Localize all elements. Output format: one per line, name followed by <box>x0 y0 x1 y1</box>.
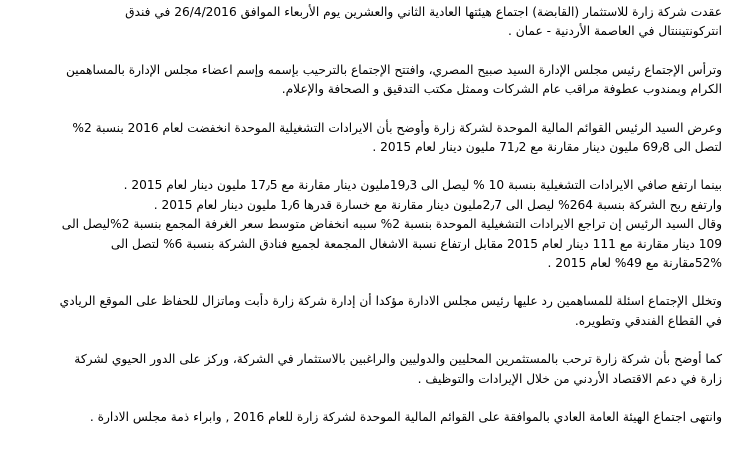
text-line: وانتهى اجتماع الهيئة العامة العادي بالموافقة على القوائم المالية الموحدة لشركة زارة للعام 2016 , وابراء ذمة مجلس الادارة . <box>89 410 722 425</box>
text-line: وقال السيد الرئيس إن تراجع الايرادات التشغيلية الموحدة بنسبة 2% سببه انخفاض متوسط سعر الغرفة المجمع بنسبة 2%ليصل الى <box>61 217 722 232</box>
paragraph-investors-welcome <box>7 350 722 389</box>
text-line: وترأس الإجتماع رئيس مجلس الإدارة السيد صبيح المصري، وافتتح الإجتماع بالترحيب بإسمه وإسم اعضاء مجلس الإدارة بالمساهمين <box>66 62 722 77</box>
paragraph-operating-revenue <box>7 119 722 158</box>
text-line: 52%مقارنة مع 49% لعام 2015 . <box>547 256 722 271</box>
paragraph-meeting-conclusion <box>7 408 722 427</box>
paragraph-meeting-announcement <box>7 3 722 42</box>
text-line: عقدت شركة زارة للاستثمار (القابضة) اجتماع هيئتها العادية الثاني والعشرين يوم الأربعاء الموافق 26/4/2016 في فندق <box>125 5 722 19</box>
paragraph-chairman-opening <box>7 61 722 100</box>
text-line: بينما ارتفع صافي الايرادات التشغيلية بنسبة 10 % ليصل الى 19٫3مليون دينار مقارنة مع 17٫5 مليون دينار لعام 2015 . <box>123 178 722 193</box>
text-line: الكرام وبمندوب عطوفة مراقب عام الشركات وممثل مكتب التدقيق و الصحافة والإعلام. <box>281 82 722 97</box>
text-line: لتصل الى 69٫8 مليون دينار مقارنة مع 71٫2 مليون دينار لعام 2015 . <box>372 140 722 155</box>
press-release-body <box>7 3 722 428</box>
text-line: وعرض السيد الرئيس القوائم المالية الموحدة لشركة زارة وأوضح بأن الايرادات التشغيلية الموحدة انخفضت لعام 2016 بنسبة 2% <box>72 120 722 135</box>
text-line: زارة في دعم الاقتصاد الأردني من خلال الإيرادات والتوظيف . <box>417 371 722 386</box>
text-line: كما أوضح بأن شركة زارة ترحب بالمستثمرين المحليين والدوليين والراغبين بالاستثمار في الشركة، وركز على الدور الحيوي لشركة <box>74 352 722 367</box>
text-line: 109 دينار مقارنة مع 111 دينار لعام 2015 مقابل ارتفاع نسبة الاشغال المجمعة لجميع فنادق الشركة بنسبة 6% لتصل الى <box>110 236 722 251</box>
text-line: في القطاع الفندقي وتطويره. <box>574 313 722 328</box>
paragraph-financial-results <box>7 176 722 273</box>
text-line: وارتفع ربح الشركة بنسبة 264% ليصل الى 2٫7مليون دينار مقارنة مع خسارة قدرها 1٫6 مليون دينار لعام 2015 . <box>153 197 722 212</box>
paragraph-shareholder-questions <box>7 292 722 331</box>
text-line: وتخلل الإجتماع اسئلة للمساهمين رد عليها رئيس مجلس الادارة مؤكدا أن إدارة شركة زارة دأبت وماتزال للحفاظ على الموقع الريادي <box>59 294 722 309</box>
text-line: انتركونتيننتال في العاصمة الأردنية - عمان . <box>508 24 722 39</box>
